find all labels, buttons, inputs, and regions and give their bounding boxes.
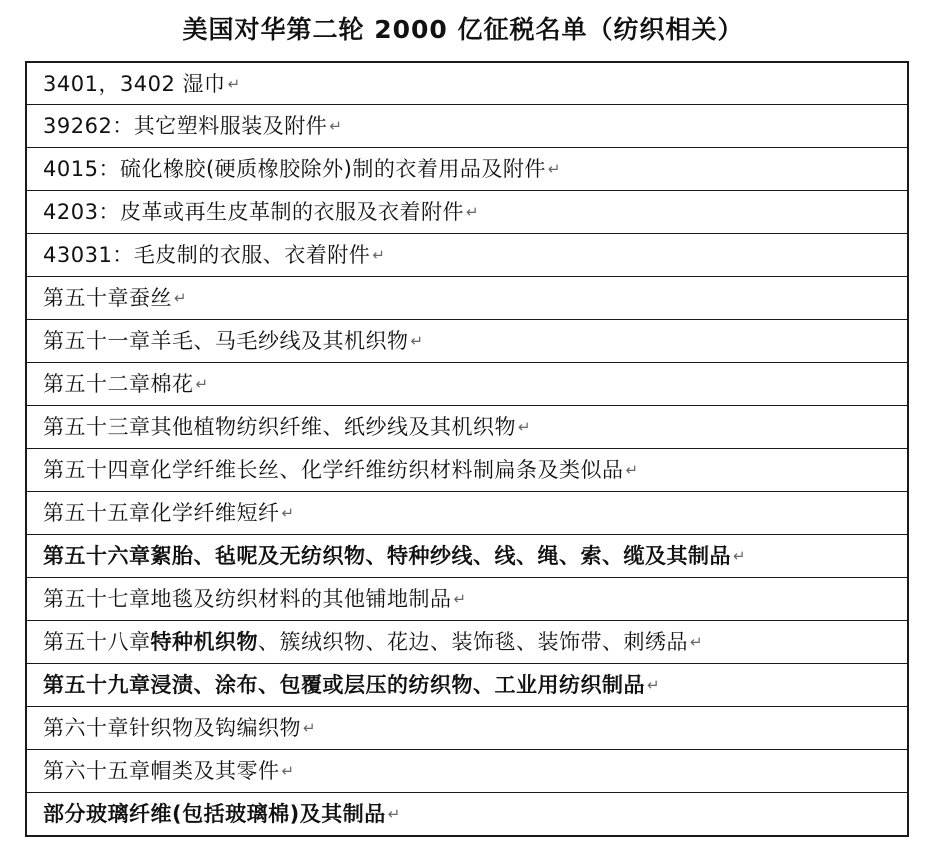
table-row: [27, 749, 907, 792]
row-text: 第五十七章地毯及纺织材料的其他铺地制品: [43, 587, 452, 611]
paragraph-mark-icon: ↵: [518, 418, 532, 436]
row-text: 第六十章针织物及钩编织物: [43, 716, 301, 740]
paragraph-mark-icon: ↵: [410, 332, 424, 350]
row-text: 第五十四章化学纤维长丝、化学纤维纺织材料制扁条及类似品: [43, 458, 624, 482]
table-row: [27, 577, 907, 620]
row-text: 4203：皮革或再生皮革制的衣服及衣着附件: [43, 200, 464, 224]
paragraph-mark-icon: ↵: [547, 160, 561, 178]
table-row: [27, 491, 907, 534]
row-text-segment: 、簇绒织物、花边、装饰毯、装饰带、刺绣品: [258, 630, 688, 654]
table-row: [27, 706, 907, 749]
row-text: 第五十章蚕丝: [43, 286, 172, 310]
paragraph-mark-icon: ↵: [625, 461, 639, 479]
table-row: [27, 792, 907, 835]
paragraph-mark-icon: ↵: [303, 719, 317, 737]
table-row: [27, 319, 907, 362]
paragraph-mark-icon: ↵: [329, 117, 343, 135]
table-row: [27, 276, 907, 319]
paragraph-mark-icon: ↵: [195, 375, 209, 393]
paragraph-mark-icon: ↵: [453, 590, 467, 608]
row-text: 第五十二章棉花: [43, 372, 194, 396]
row-text-segment: 第五十八章: [43, 630, 151, 654]
table-row: [27, 63, 907, 104]
table-row: [27, 104, 907, 147]
paragraph-mark-icon: ↵: [387, 805, 401, 823]
row-text: 43031：毛皮制的衣服、衣着附件: [43, 243, 371, 267]
table-row: [27, 448, 907, 491]
paragraph-mark-icon: ↵: [465, 203, 480, 221]
paragraph-mark-icon: ↵: [372, 246, 386, 264]
row-text-segment: 特种机织物: [150, 630, 258, 654]
row-text: 第五十一章羊毛、马毛纱线及其机织物: [43, 329, 409, 353]
row-text: 第五十五章化学纤维短纤: [43, 501, 280, 525]
paragraph-mark-icon: ↵: [733, 547, 747, 565]
row-text: 第五十六章絮胎、毡呢及无纺织物、特种纱线、线、绳、索、缆及其制品: [43, 544, 731, 568]
paragraph-mark-icon: ↵: [690, 633, 704, 651]
paragraph-mark-icon: ↵: [174, 289, 188, 307]
row-text: 部分玻璃纤维(包括玻璃棉)及其制品: [43, 802, 386, 826]
table-row: [27, 190, 907, 233]
table-row: [27, 362, 907, 405]
row-text: 39262：其它塑料服装及附件: [43, 114, 328, 138]
row-text: 第五十三章其他植物纺织纤维、纸纱线及其机织物: [43, 415, 516, 439]
table-row: [27, 663, 907, 706]
page-title: 美国对华第二轮 2000 亿征税名单（纺织相关）: [182, 15, 744, 44]
paragraph-mark-icon: ↵: [281, 762, 295, 780]
row-text: 3401，3402 湿巾: [43, 71, 226, 96]
table-row: [27, 534, 907, 577]
row-text: 第六十五章帽类及其零件: [43, 759, 280, 783]
table-row: [27, 233, 907, 276]
tariff-list-table: [25, 61, 909, 837]
row-text: 第五十九章浸渍、涂布、包覆或层压的纺织物、工业用纺织制品: [43, 673, 645, 697]
table-row: [27, 405, 907, 448]
table-row: [27, 620, 907, 663]
table-row: [27, 147, 907, 190]
paragraph-mark-icon: ↵: [647, 676, 661, 694]
paragraph-mark-icon: ↵: [281, 504, 295, 522]
paragraph-mark-icon: ↵: [227, 74, 241, 93]
row-text: 4015：硫化橡胶(硬质橡胶除外)制的衣着用品及附件: [43, 157, 546, 181]
